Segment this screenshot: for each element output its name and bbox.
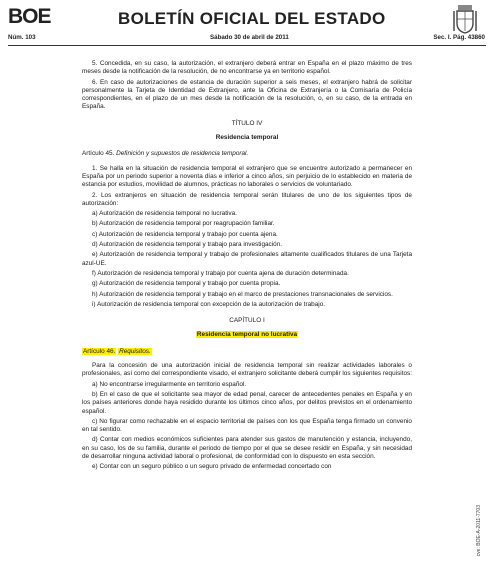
article-46-heading: [82, 348, 412, 356]
issue-number: Núm. 103: [8, 34, 36, 41]
article-45-para-1: 1. Se halla en la situación de residencia temporal el extranjero que se encuentre autorizado a permanecer en España por un periodo superior a noventa días e inferior a cinco años, sin perjuicio de lo establecido en materia de estancia por estudios, movilidad de alumnos, prácticas no laborales o servicios de voluntariado.: [82, 164, 412, 189]
article-45-para-2: 2. Los extranjeros en situación de residencia temporal serán titulares de uno de los siguientes tipos de autorización:: [82, 191, 412, 207]
header-rule: [8, 45, 486, 46]
coat-of-arms-icon: [452, 3, 478, 35]
bulletin-title: BOLETÍN OFICIAL DEL ESTADO: [118, 9, 386, 28]
list-item: a) No encontrarse irregularmente en territorio español.: [92, 380, 247, 388]
issue-date: Sábado 30 de abril de 2011: [210, 34, 289, 41]
article-46-title: Requisitos.: [119, 347, 151, 355]
list-item: i) Autorización de residencia temporal con excepción de la autorización de trabajo.: [92, 300, 326, 308]
list-item: c) No figurar como rechazable en el espacio territorial de países con los que España tenga firmado un convenio en tal sentido.: [82, 417, 412, 434]
list-item: g) Autorización de residencia temporal y trabajo por cuenta propia.: [92, 280, 281, 288]
titulo-heading: TÍTULO IV: [231, 119, 263, 127]
capitulo-name-wrap: [82, 331, 412, 339]
paragraph-5: 5. Concedida, en su caso, la autorización, el extranjero deberá entrar en España en el plazo máximo de tres meses desde la notificación de la resolución, de no encontrarse ya en territorio español.: [82, 60, 412, 76]
list-item: d) Contar con medios económicos suficientes para atender sus gastos de manutención y estancia, incluyendo, en su caso, los de su familia, durante el periodo de tiempo por el que se desee residir en España, y sin necesidad de desarrollar ninguna actividad laboral o profesional, de conformidad con lo dispuesto en esta sección.: [82, 436, 412, 460]
article-45-title: Definición y supuestos de residencia temporal.: [116, 150, 249, 158]
list-item: e) Contar con un seguro público o un seguro privado de enfermedad concertado con: [92, 463, 332, 471]
list-item: f) Autorización de residencia temporal y trabajo por cuenta ajena de duración determinada.: [92, 269, 349, 277]
list-item: h) Autorización de residencia temporal y trabajo en el marco de prestaciones transnacionales de servicios.: [92, 290, 393, 298]
verification-code: cve: BOE-A-2011-7703: [476, 505, 482, 557]
article-46-number: Artículo 46.: [83, 347, 116, 355]
article-46-intro: Para la concesión de una autorización inicial de residencia temporal sin realizar actividades laborales o profesionales, así como del correspondiente visado, el extranjero solicitante deberá cumplir los siguientes requisitos:: [82, 362, 413, 378]
section-page: Sec. I. Pág. 43860: [433, 34, 485, 41]
titulo-name: Residencia temporal: [215, 134, 279, 142]
list-item: d) Autorización de residencia temporal y trabajo para investigación.: [92, 241, 283, 249]
list-item: c) Autorización de residencia temporal y trabajo por cuenta ajena.: [92, 230, 278, 238]
capitulo-heading: CAPÍTULO I: [229, 317, 265, 325]
paragraph-6: 6. En caso de autorizaciones de estancia de duración superior a seis meses, el extranjero habrá de solicitar personalmente la Tarjeta de Identidad de Extranjero, ante la Oficina de Extranjería o la Comisaría de Policía correspondientes, en el plazo de un mes desde la notificación de la resolución, o, en su caso, de la entrada en España.: [82, 78, 412, 111]
document-body: [82, 60, 412, 474]
list-item: b) Autorización de residencia temporal por reagrupación familiar.: [92, 220, 275, 228]
article-45-number: Artículo 45.: [82, 150, 115, 158]
list-item: a) Autorización de residencia temporal no lucrativa.: [92, 210, 237, 218]
list-item: e) Autorización de residencia temporal y trabajo de profesionales altamente cualificados titulares de una Tarjeta azul-UE.: [82, 251, 412, 267]
article-45-heading: [82, 150, 412, 158]
boe-logo: BOE: [8, 5, 51, 28]
capitulo-name: Residencia temporal no lucrativa: [196, 331, 298, 339]
list-item: b) En el caso de que el solicitante sea mayor de edad penal, carecer de antecedentes penales en España y en los países anteriores donde haya residido durante los últimos cinco años, por delitos previstos en el ordenamiento español.: [82, 390, 412, 415]
